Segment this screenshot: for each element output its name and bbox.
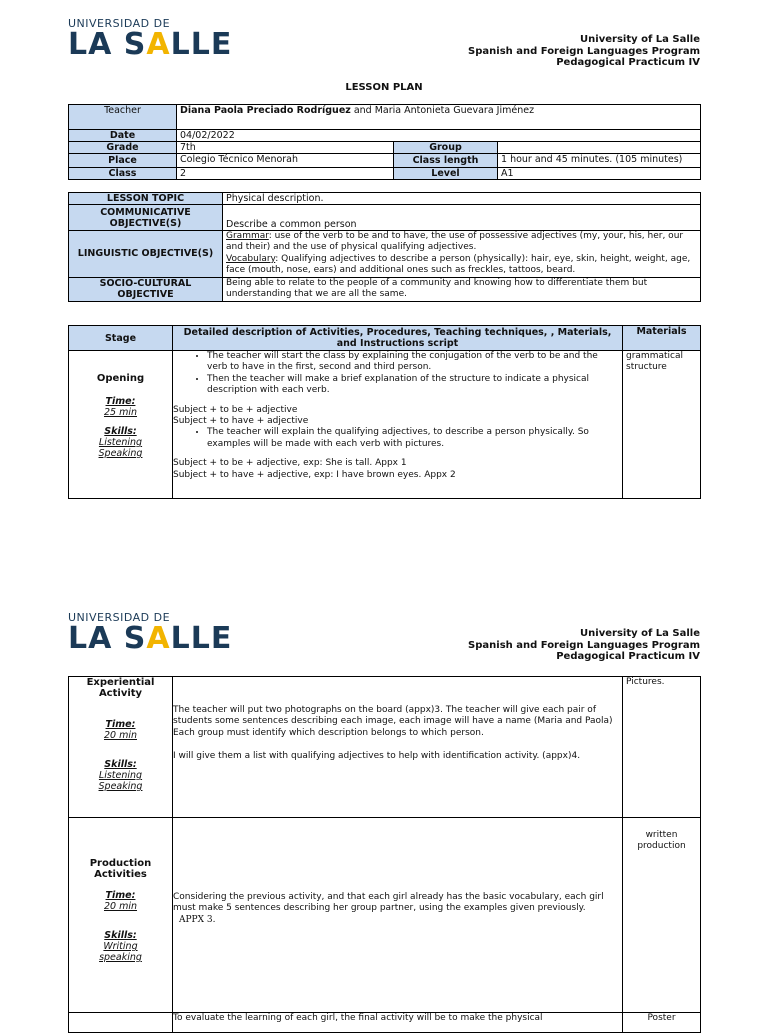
teacher-label: Teacher — [69, 105, 177, 130]
opening-description — [173, 351, 623, 499]
class-length-label: Class length — [394, 154, 498, 168]
linguistic-label: LINGUISTIC OBJECTIVE(S) — [69, 231, 223, 278]
socio-cultural-label: SOCIO-CULTURAL OBJECTIVE — [69, 277, 223, 301]
production-skill-1: Writing — [103, 941, 138, 952]
date-label: Date — [69, 130, 177, 142]
experiential-skills-label: Skills: — [104, 759, 137, 770]
institution-line1: University of La Salle — [580, 34, 700, 45]
institution-header-page2 — [400, 628, 700, 663]
description-header: Detailed description of Activities, Procedures, Teaching techniques, , Materials, and Instructions script — [173, 326, 623, 351]
production-materials: written production — [623, 818, 701, 1013]
experiential-description — [173, 677, 623, 818]
class-length-value: 1 hour and 45 minutes. (105 minutes) — [498, 154, 701, 168]
communicative-value: Describe a common person — [223, 205, 701, 231]
opening-name: Opening — [96, 373, 145, 384]
opening-time-label: Time: — [105, 396, 136, 407]
institution-header — [400, 34, 700, 69]
group-value — [498, 142, 701, 154]
class-label: Class — [69, 168, 177, 180]
date-value: 04/02/2022 — [177, 130, 701, 142]
experiential-para-1: The teacher will put two photographs on the board (appx)3. The teacher will give each pair of students some sentences describing each image, each image will have a name (Maria and Paola) — [173, 705, 613, 727]
experiential-stage-cell — [69, 677, 173, 818]
level-value: A1 — [498, 168, 701, 180]
production-skill-2: speaking — [99, 952, 142, 963]
university-logo — [68, 17, 232, 60]
opening-formula-2: Subject + to have + adjective — [173, 416, 309, 427]
final-description: To evaluate the learning of each girl, the final activity will be to make the physical — [173, 1013, 623, 1033]
teacher-value: Diana Paola Preciado Rodríguez and Maria Antonieta Guevara Jiménez — [177, 105, 701, 130]
opening-time-value: 25 min — [103, 407, 138, 418]
production-appx: APPX 3. — [179, 914, 216, 925]
group-label: Group — [394, 142, 498, 154]
institution-line3: Pedagogical Practicum IV — [556, 57, 700, 68]
grade-label: Grade — [69, 142, 177, 154]
opening-skills-label: Skills: — [104, 426, 137, 437]
production-time-value: 20 min — [103, 901, 138, 912]
place-value: Colegio Técnico Menorah — [177, 154, 394, 168]
opening-bullet-2: • Then the teacher will make a brief explanation of the structure to indicate a physical description with each verb. — [207, 374, 619, 397]
topic-label: LESSON TOPIC — [69, 193, 223, 205]
opening-skill-1: Listening — [98, 437, 143, 448]
production-para-1: Considering the previous activity, and that each girl already has the basic vocabulary, each girl must make 5 sentences describing her group partner, using the examples given previously. — [173, 892, 604, 914]
lesson-plan-title: LESSON PLAN — [345, 82, 423, 93]
university-logo-page2 — [68, 611, 232, 654]
level-label: Level — [394, 168, 498, 180]
experiential-time-label: Time: — [105, 719, 136, 730]
institution-line2: Spanish and Foreign Languages Program — [468, 639, 700, 651]
place-label: Place — [69, 154, 177, 168]
linguistic-value: Grammar: use of the verb to be and to have, the use of possessive adjectives (my, your, his, her, our and their) and the use of physical qualifying adjectives. Vocabulary: Qualifying adjectives to describe a person (physically): hair, eye, skin, height, weight, age, face (mouth, nose, ears) and additional ones such as freckles, tattoos, beard. — [223, 231, 701, 278]
production-stage-cell — [69, 818, 173, 1013]
experiential-skill-2: Speaking — [98, 781, 143, 792]
logo-top-text: UNIVERSIDAD DE — [68, 17, 171, 30]
grade-value: 7th — [177, 142, 394, 154]
experiential-time-value: 20 min — [103, 730, 138, 741]
production-description — [173, 818, 623, 1013]
opening-materials: grammatical structure — [623, 351, 701, 499]
opening-example-1: Subject + to be + adjective, exp: She is tall. Appx 1 — [173, 458, 407, 469]
opening-stage-cell — [69, 351, 173, 499]
logo-top-text: UNIVERSIDAD DE — [68, 611, 171, 624]
stages-table-page2 — [68, 676, 701, 1033]
final-stage-cell — [69, 1013, 173, 1033]
stage-header: Stage — [69, 326, 173, 351]
communicative-label: COMMUNICATIVE OBJECTIVE(S) — [69, 205, 223, 231]
objectives-table — [68, 192, 701, 302]
opening-example-2: Subject + to have + adjective, exp: I have brown eyes. Appx 2 — [173, 469, 456, 480]
institution-line1: University of La Salle — [580, 628, 700, 639]
info-table — [68, 104, 701, 180]
socio-cultural-value: Being able to relate to the people of a community and knowing how to differentiate them but understanding that we are all the same. — [223, 277, 701, 301]
experiential-para-2: Each group must identify which description belongs to which person. — [173, 727, 484, 738]
experiential-para-3: I will give them a list with qualifying adjectives to help with identification activity. (appx)4. — [173, 751, 581, 762]
production-name: Production Activities — [89, 858, 152, 880]
institution-line3: Pedagogical Practicum IV — [556, 651, 700, 662]
stages-table — [68, 325, 701, 499]
institution-line2: Spanish and Foreign Languages Program — [468, 45, 700, 57]
opening-formula-1: Subject + to be + adjective — [173, 404, 298, 415]
logo-main-text: LA SALLE — [68, 621, 233, 656]
class-value: 2 — [177, 168, 394, 180]
opening-bullet-1: • The teacher will start the class by explaining the conjugation of the verb to be and the verb to have in the first, second and third person. — [207, 351, 619, 374]
opening-bullet-3: • The teacher will explain the qualifying adjectives, to describe a person physically. So examples will be made with each verb with pictures. — [207, 427, 619, 450]
experiential-skill-1: Listening — [98, 770, 143, 781]
topic-value: Physical description. — [223, 193, 701, 205]
logo-main-text: LA SALLE — [68, 27, 233, 62]
final-materials: Poster — [623, 1013, 701, 1033]
opening-skill-2: Speaking — [98, 448, 143, 459]
production-skills-label: Skills: — [104, 930, 137, 941]
production-time-label: Time: — [105, 890, 136, 901]
experiential-name: Experiential Activity — [86, 677, 155, 699]
materials-header: Materials — [623, 326, 701, 351]
experiential-materials: Pictures. — [623, 677, 701, 818]
